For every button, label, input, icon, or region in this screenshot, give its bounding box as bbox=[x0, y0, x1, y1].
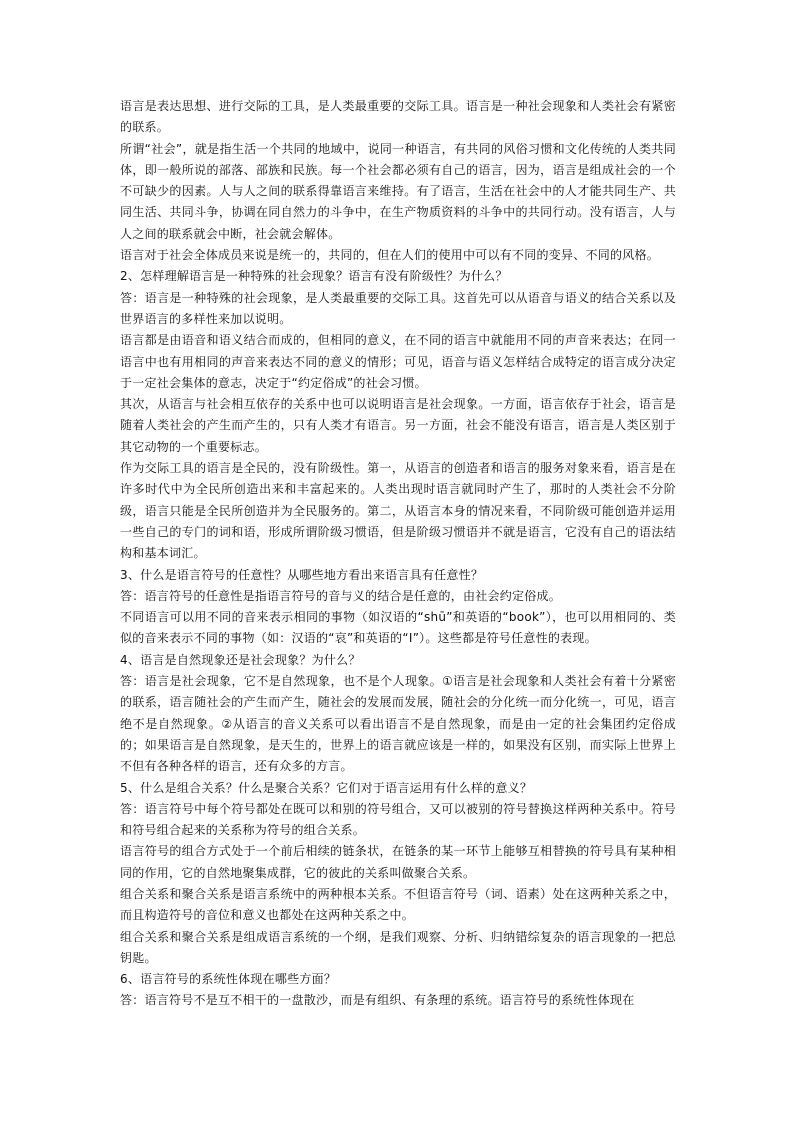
paragraph: 语言是表达思想、进行交际的工具，是人类最重要的交际工具。语言是一种社会现象和人类社会有紧密的联系。 bbox=[120, 99, 676, 135]
answer-paragraph: 答：语言符号不是互不相干的一盘散沙，而是有组织、有条理的系统。语言符号的系统性体现在 bbox=[120, 993, 635, 1008]
paragraph: 其次，从语言与社会相互依存的关系中也可以说明语言是社会现象。一方面，语言依存于社会，语言是随着人类社会的产生而产生的，只有人类才有语言。另一方面，社会不能没有语言，语言是人类区别于其它动物的一个重要标志。 bbox=[120, 397, 676, 454]
paragraph: 不同语言可以用不同的音来表示相同的事物（如汉语的“shū”和英语的“book”），也可以用相同的、类似的音来表示不同的事物（如：汉语的“哀”和英语的“I”）。这些都是符号任意性的表现。 bbox=[120, 610, 676, 646]
paragraph: 语言都是由语音和语义结合而成的，但相同的意义，在不同的语言中就能用不同的声音来表达；在同一语言中也有用相同的声音来表达不同的意义的情形；可见，语音与语义怎样结合成特定的语言成分决定于一定社会集体的意志，决定于“约定俗成”的社会习惯。 bbox=[120, 333, 676, 390]
question-heading: 2、怎样理解语言是一种特殊的社会现象？语言有没有阶级性？为什么？ bbox=[120, 269, 508, 284]
paragraph: 语言符号的组合方式处于一个前后相续的链条状，在链条的某一环节上能够互相替换的符号具有某种相同的作用，它的自然地聚集成群，它的彼此的关系叫做聚合关系。 bbox=[120, 844, 676, 880]
answer-paragraph: 答：语言是社会现象，它不是自然现象，也不是个人现象。①语言是社会现象和人类社会有着十分紧密的联系，语言随社会的产生而产生，随社会的发展而发展，随社会的分化统一而分化统一，可见，语言绝不是自然现象。②从语言的音义关系可以看出语言不是自然现象，而是由一定的社会集团约定俗成的；如果语言是自然现象，是天生的，世界上的语言就应该是一样的，如果没有区别，而实际上世界上不但有各种各样的语言，还有众多的方言。 bbox=[120, 674, 676, 774]
question-heading: 4、语言是自然现象还是社会现象？为什么？ bbox=[120, 652, 361, 667]
paragraph: 组合关系和聚合关系是组成语言系统的一个纲，是我们观察、分析、归纳错综复杂的语言现象的一把总钥匙。 bbox=[120, 929, 676, 965]
question-heading: 6、语言符号的系统性体现在哪些方面？ bbox=[120, 972, 337, 987]
paragraph: 所谓“社会”，就是指生活一个共同的地域中，说同一种语言，有共同的风俗习惯和文化传统的人类共同体，即一般所说的部落、部族和民族。每一个社会都必须有自己的语言，因为，语言是组成社会的一个不可缺少的因素。人与人之间的联系得靠语言来维持。有了语言，生活在社会中的人才能共同生产、共同生活、共同斗争，协调在同自然力的斗争中，在生产物质资料的斗争中的共同行动。没有语言，人与人之间的联系就会中断，社会就会解体。 bbox=[120, 141, 676, 241]
paragraph: 作为交际工具的语言是全民的，没有阶级性。第一，从语言的创造者和语言的服务对象来看，语言是在许多时代中为全民所创造出来和丰富起来的。人类出现时语言就同时产生了，那时的人类社会不分阶级，语言只能是全民所创造并为全民服务的。第二，从语言本身的情况来看，不同阶级可能创造并运用一些自己的专门的词和语，形成所谓阶级习惯语，但是阶级习惯语并不就是语言，它没有自己的语法结构和基本词汇。 bbox=[120, 461, 676, 561]
question-heading: 3、什么是语言符号的任意性？从哪些地方看出来语言具有任意性？ bbox=[120, 567, 484, 582]
paragraph: 组合关系和聚合关系是语言系统中的两种根本关系。不但语言符号（词、语素）处在这两种关系之中，而且构造符号的音位和意义也都处在这两种关系之中。 bbox=[120, 886, 676, 923]
question-heading: 5、什么是组合关系？什么是聚合关系？它们对于语言运用有什么样的意义？ bbox=[120, 780, 533, 795]
answer-paragraph: 答：语言符号的任意性是指语言符号的音与义的结合是任意的，由社会约定俗成。 bbox=[120, 588, 562, 603]
paragraph: 语言对于社会全体成员来说是统一的，共同的，但在人们的使用中可以有不同的变异、不同的风格。 bbox=[120, 248, 660, 263]
document-page bbox=[120, 96, 676, 1012]
answer-paragraph: 答：语言是一种特殊的社会现象，是人类最重要的交际工具。这首先可以从语音与语义的结合关系以及世界语言的多样性来加以说明。 bbox=[120, 290, 676, 326]
answer-paragraph: 答：语言符号中每个符号都处在既可以和别的符号组合，又可以被别的符号替换这样两种关系中。符号和符号组合起来的关系称为符号的组合关系。 bbox=[120, 801, 676, 838]
